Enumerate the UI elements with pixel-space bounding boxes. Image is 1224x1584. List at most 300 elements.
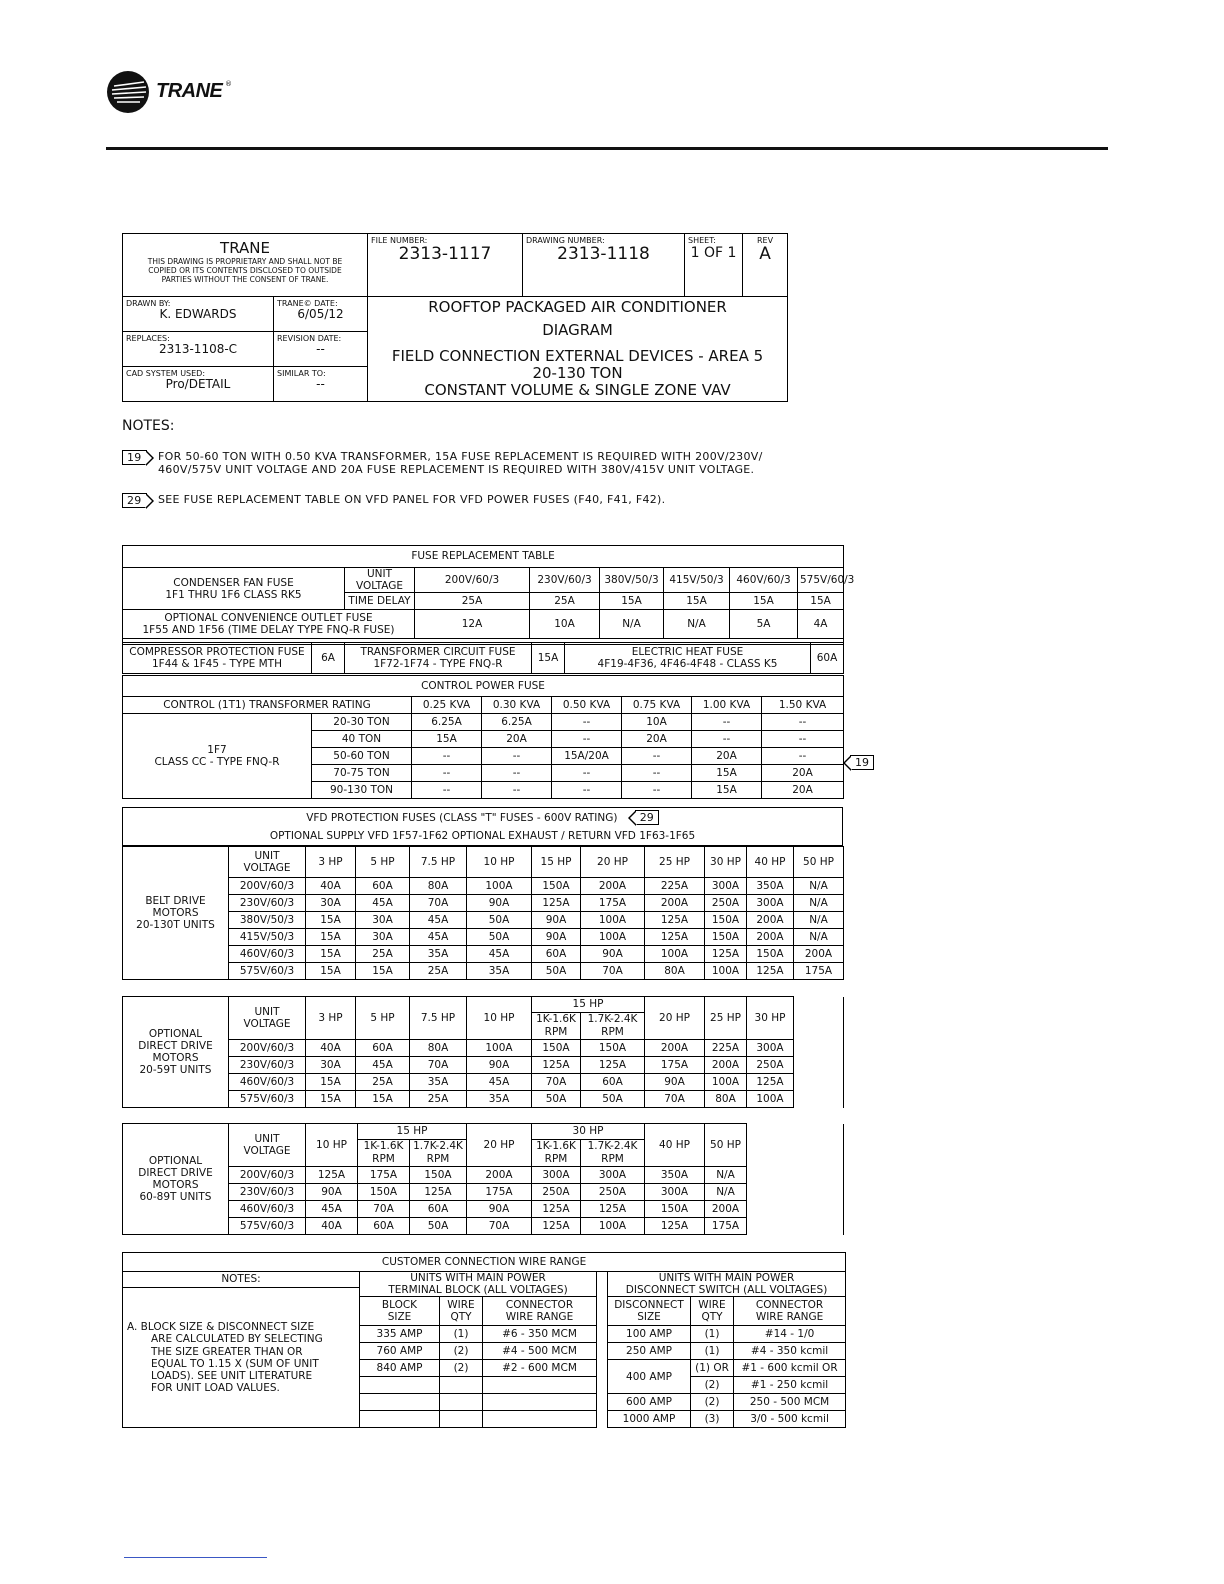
ton-1-3: 20A: [622, 731, 692, 748]
f7-line1: 1F7: [207, 743, 227, 756]
vfd-header: [122, 807, 843, 846]
belt-val: 80A: [410, 878, 467, 895]
tb-connector: [483, 1297, 597, 1326]
ds-cell: #1 - 600 kcmil OR: [734, 1360, 846, 1377]
belt-val: 150A: [532, 878, 581, 895]
tb-cell: 840 AMP: [360, 1360, 440, 1377]
dd1-label-0: OPTIONAL: [148, 1027, 203, 1040]
dd1-val: 200A: [705, 1057, 747, 1074]
unit-voltage-label: UNIT VOLTAGE: [345, 568, 415, 593]
belt-row: [123, 946, 844, 963]
belt-hp-8: 40 HP: [747, 847, 794, 878]
tb-sheet-label: SHEET:: [688, 236, 716, 245]
tb-hdr2: TERMINAL BLOCK (ALL VOLTAGES): [388, 1284, 568, 1297]
time-delay-4: 15A: [730, 593, 798, 610]
dd2-uv: [229, 1124, 306, 1167]
tb-cell: #4 - 500 MCM: [483, 1343, 597, 1360]
tb-title: [368, 297, 788, 402]
conv-0: 12A: [415, 610, 530, 639]
dd1-val: 15A: [356, 1091, 410, 1108]
tb-cell: 760 AMP: [360, 1343, 440, 1360]
belt-val: 100A: [705, 963, 747, 980]
tb-connector-1: CONNECTOR: [505, 1299, 574, 1312]
belt-val: 100A: [467, 878, 532, 895]
belt-row: [123, 895, 844, 912]
conv-outlet-label: [123, 610, 415, 639]
ton-2-0: --: [412, 748, 482, 765]
dd1-uv-2: VOLTAGE: [243, 1018, 291, 1030]
belt-hp-6: 25 HP: [645, 847, 705, 878]
dd1-val: 100A: [467, 1040, 532, 1057]
fuse-volt-1: 230V/60/3: [530, 568, 600, 593]
tb-revision-date-value: --: [316, 342, 325, 357]
tb-cell-empty: [360, 1377, 440, 1394]
dd1-val: 50A: [532, 1091, 581, 1108]
ton-2-3: --: [622, 748, 692, 765]
trane-logo-mark: [106, 70, 150, 114]
dd2-rpm3a: 1K-1.6K: [532, 1140, 581, 1154]
dd2-label-1: DIRECT DRIVE: [138, 1166, 213, 1179]
dd2-val: 70A: [358, 1201, 410, 1218]
belt-v: 380V/50/3: [229, 912, 306, 929]
ds-cell: #14 - 1/0: [734, 1326, 846, 1343]
dd2-val: 40A: [306, 1218, 358, 1235]
dd2-rpm4a: 1.7K-2.4K: [581, 1140, 645, 1154]
dd2-row: [123, 1184, 844, 1201]
dd1-val: 80A: [410, 1040, 467, 1057]
ds-cell: (1): [691, 1343, 734, 1360]
tb-wire-qty-1: WIRE: [447, 1299, 475, 1312]
dd2-val: 350A: [645, 1167, 705, 1184]
dd1-hp-3: 10 HP: [467, 997, 532, 1040]
ton-row-0-label: 20-30 TON: [312, 714, 412, 731]
belt-val: 90A: [581, 946, 645, 963]
ds-connector: [734, 1297, 846, 1326]
dd2-label-3: 60-89T UNITS: [139, 1191, 212, 1204]
tb-drawing-number-value: 2313-1118: [557, 244, 650, 265]
dd1-val: 125A: [532, 1057, 581, 1074]
tb-date: [274, 297, 368, 332]
belt-val: 35A: [467, 963, 532, 980]
dd1-rpm1b: RPM: [532, 1026, 581, 1040]
dd1-blank: [794, 997, 844, 1108]
dd2-rpm2a: 1.7K-2.4K: [410, 1140, 467, 1154]
ton-row-4-label: 90-130 TON: [312, 782, 412, 799]
belt-val: 60A: [532, 946, 581, 963]
time-delay-2: 15A: [600, 593, 664, 610]
note-29-line1: SEE FUSE REPLACEMENT TABLE ON VFD PANEL FOR VFD POWER FUSES (F40, F41, F42).: [158, 493, 666, 506]
tb-sheet: [685, 234, 743, 297]
belt-val: 300A: [705, 878, 747, 895]
belt-val: N/A: [794, 929, 844, 946]
dd2-val: 300A: [581, 1167, 645, 1184]
fuse-table-upper: [122, 545, 855, 645]
note-a: [123, 1288, 360, 1428]
note-a-0: A. BLOCK SIZE & DISCONNECT SIZE: [127, 1321, 315, 1334]
dd1-hp-b1: 25 HP: [705, 997, 747, 1040]
dd1-val: 70A: [410, 1057, 467, 1074]
dd1-val: 35A: [467, 1091, 532, 1108]
ton-2-4: 20A: [692, 748, 762, 765]
dd2-val: 200A: [705, 1201, 747, 1218]
dd-60-89-table: [122, 1123, 844, 1235]
belt-val: 125A: [645, 912, 705, 929]
elec-val: 60A: [811, 643, 844, 674]
tb-file-number: [368, 234, 523, 297]
dd2-val: 175A: [358, 1167, 410, 1184]
title-block: [122, 233, 788, 402]
belt-row: [123, 929, 844, 946]
fuse-table-protection: [122, 642, 844, 674]
dd1-hp-0: 3 HP: [306, 997, 356, 1040]
belt-row: [123, 912, 844, 929]
comp-line1: COMPRESSOR PROTECTION FUSE: [129, 645, 305, 658]
belt-val: 200A: [645, 895, 705, 912]
trane-logo: [106, 70, 236, 114]
ton-3-3: --: [622, 765, 692, 782]
ds-cell: (2): [691, 1377, 734, 1394]
tb-date-value: 6/05/12: [297, 307, 344, 322]
ds-cell: (1): [691, 1326, 734, 1343]
dd1-rpm1a: 1K-1.6K: [532, 1013, 581, 1027]
ds-wire-qty-1: WIRE: [698, 1299, 726, 1312]
vfd-sub: OPTIONAL SUPPLY VFD 1F57-1F62 OPTIONAL EXHAUST / RETURN VFD 1F63-1F65: [123, 827, 843, 846]
tb-cell-empty: [360, 1411, 440, 1428]
dd1-rpm2a: 1.7K-2.4K: [581, 1013, 645, 1027]
dd2-rpm2b: RPM: [410, 1153, 467, 1167]
ton-4-0: --: [412, 782, 482, 799]
belt-val: 30A: [356, 912, 410, 929]
ton-3-4: 15A: [692, 765, 762, 782]
dd1-val: 200A: [645, 1040, 705, 1057]
dd2-blank: [747, 1124, 844, 1235]
dd1-val: 70A: [532, 1074, 581, 1091]
belt-val: 125A: [645, 929, 705, 946]
trans-label: [345, 643, 532, 674]
ton-0-5: --: [762, 714, 844, 731]
belt-hp-5: 20 HP: [581, 847, 645, 878]
ton-2-1: --: [482, 748, 552, 765]
tb-wire-qty-2: QTY: [450, 1311, 472, 1324]
belt-val: 45A: [410, 912, 467, 929]
ton-3-5: 20A: [762, 765, 844, 782]
dd1-val: 25A: [410, 1091, 467, 1108]
dd1-v: 230V/60/3: [229, 1057, 306, 1074]
dd1-val: 70A: [645, 1091, 705, 1108]
vfd-tag-29: 29: [635, 810, 659, 825]
time-delay-1: 25A: [530, 593, 600, 610]
dd2-hp50: 50 HP: [705, 1124, 747, 1167]
dd1-val: 125A: [747, 1074, 794, 1091]
ton-3-1: --: [482, 765, 552, 782]
belt-val: 15A: [356, 963, 410, 980]
ton-4-1: --: [482, 782, 552, 799]
belt-val: 15A: [306, 946, 356, 963]
tb-hdr1: UNITS WITH MAIN POWER: [410, 1272, 546, 1284]
note-29-tag: 29: [122, 493, 147, 508]
belt-val: 125A: [705, 946, 747, 963]
dd1-val: 40A: [306, 1040, 356, 1057]
ton-1-4: --: [692, 731, 762, 748]
dd2-val: 300A: [645, 1184, 705, 1201]
tb-rev-value: A: [759, 244, 771, 265]
kva-4: 1.00 KVA: [692, 697, 762, 714]
dd1-val: 225A: [705, 1040, 747, 1057]
time-delay-0: 25A: [415, 593, 530, 610]
dd1-val: 60A: [581, 1074, 645, 1091]
comp-val: 6A: [312, 643, 345, 674]
dd2-val: 125A: [532, 1218, 581, 1235]
dd2-rpm4b: RPM: [581, 1153, 645, 1167]
tb-cell-empty: [440, 1377, 483, 1394]
tb-rev-label: REV: [756, 236, 774, 245]
tb-file-number-value: 2313-1117: [398, 244, 492, 265]
belt-val: 70A: [410, 895, 467, 912]
belt-row: [123, 878, 844, 895]
trane-reg: ®: [225, 80, 232, 88]
elec-line1: ELECTRIC HEAT FUSE: [631, 645, 744, 658]
dd2-val: 50A: [410, 1218, 467, 1235]
conv-3: N/A: [664, 610, 730, 639]
ton-4-3: --: [622, 782, 692, 799]
belt-val: 100A: [581, 912, 645, 929]
tb-title-line3: FIELD CONNECTION EXTERNAL DEVICES - AREA 5: [391, 346, 764, 365]
belt-val: 150A: [705, 929, 747, 946]
ds-cell: 250 AMP: [608, 1343, 691, 1360]
dd2-label: [123, 1124, 229, 1235]
dd1-hp15: 15 HP: [532, 997, 645, 1013]
dd2-val: 125A: [645, 1218, 705, 1235]
dd2-val: 250A: [532, 1184, 581, 1201]
dd2-uv-1: UNIT: [254, 1132, 280, 1145]
dd2-val: 250A: [581, 1184, 645, 1201]
belt-val: 80A: [645, 963, 705, 980]
belt-hp-1: 5 HP: [356, 847, 410, 878]
kva-2: 0.50 KVA: [552, 697, 622, 714]
belt-val: 150A: [705, 912, 747, 929]
ton-4-4: 15A: [692, 782, 762, 799]
ds-cell: 250 - 500 MCM: [734, 1394, 846, 1411]
tb-wire-qty: [440, 1297, 483, 1326]
elec-line2: 4F19-4F36, 4F46-4F48 - CLASS K5: [597, 658, 778, 670]
tb-revision-date: [274, 332, 368, 367]
belt-val: 350A: [747, 878, 794, 895]
belt-val: 125A: [532, 895, 581, 912]
belt-val: 30A: [306, 895, 356, 912]
tb-rev: [743, 234, 788, 297]
dd1-val: 35A: [410, 1074, 467, 1091]
belt-val: N/A: [794, 912, 844, 929]
ton-3-0: --: [412, 765, 482, 782]
belt-hp-0: 3 HP: [306, 847, 356, 878]
dd1-rpm2b: RPM: [581, 1026, 645, 1040]
tb-similar-label: SIMILAR TO:: [277, 369, 326, 379]
kva-5: 1.50 KVA: [762, 697, 844, 714]
belt-val: 15A: [306, 912, 356, 929]
tb-block-size: [360, 1297, 440, 1326]
belt-val: 45A: [410, 929, 467, 946]
belt-val: 40A: [306, 878, 356, 895]
wire-range-table: [122, 1252, 846, 1428]
side-tag-19: 19: [850, 755, 874, 770]
ton-0-3: 10A: [622, 714, 692, 731]
ds-hdr2: DISCONNECT SWITCH (ALL VOLTAGES): [625, 1284, 828, 1297]
fuse-volt-4: 460V/60/3: [730, 568, 798, 593]
dd2-val: 175A: [705, 1218, 747, 1235]
dd2-val: 125A: [410, 1184, 467, 1201]
ds-wire-qty-2: QTY: [701, 1311, 723, 1324]
belt-val: 25A: [356, 946, 410, 963]
belt-val: 200A: [794, 946, 844, 963]
dd1-val: 175A: [645, 1057, 705, 1074]
dd2-val: 90A: [467, 1201, 532, 1218]
dd2-val: 60A: [410, 1201, 467, 1218]
dd1-v: 200V/60/3: [229, 1040, 306, 1057]
note-19-line1: FOR 50-60 TON WITH 0.50 KVA TRANSFORMER, 15A FUSE REPLACEMENT IS REQUIRED WITH 200V/230V/: [158, 450, 763, 463]
dd2-val: 150A: [410, 1167, 467, 1184]
ton-2-5: --: [762, 748, 844, 765]
note-29: [122, 493, 666, 508]
tb-connector-2: WIRE RANGE: [505, 1311, 574, 1324]
belt-label: [123, 847, 229, 980]
tb-replaces-label: REPLACES:: [126, 334, 170, 344]
dd2-v: 200V/60/3: [229, 1167, 306, 1184]
dd1-val: 45A: [467, 1074, 532, 1091]
dd1-val: 50A: [581, 1091, 645, 1108]
belt-val: 200A: [581, 878, 645, 895]
dd1-label: [123, 997, 229, 1108]
dd2-val: 60A: [358, 1218, 410, 1235]
tb-header: [360, 1272, 597, 1297]
tb-drawing-number-label: DRAWING NUMBER:: [526, 236, 605, 245]
kva-1: 0.30 KVA: [482, 697, 552, 714]
ctrl-rating-label: CONTROL (1T1) TRANSFORMER RATING: [123, 697, 412, 714]
control-power-table: [122, 675, 844, 799]
tb-similar: [274, 367, 368, 402]
dd1-row: [123, 1040, 844, 1057]
note-19-tag: 19: [122, 450, 147, 465]
dd2-val: 100A: [581, 1218, 645, 1235]
cond-fan-line1: CONDENSER FAN FUSE: [173, 576, 294, 589]
footer-link-rule: [124, 1557, 267, 1558]
dd1-hp-1: 5 HP: [356, 997, 410, 1040]
belt-val: 300A: [747, 895, 794, 912]
belt-val: 200A: [747, 929, 794, 946]
ton-1-0: 15A: [412, 731, 482, 748]
ton-1-1: 20A: [482, 731, 552, 748]
ton-0-2: --: [552, 714, 622, 731]
dd1-val: 150A: [532, 1040, 581, 1057]
dd1-label-3: 20-59T UNITS: [139, 1064, 212, 1077]
belt-val: 175A: [794, 963, 844, 980]
dd1-val: 30A: [306, 1057, 356, 1074]
note-19: [122, 450, 763, 476]
wire-title: CUSTOMER CONNECTION WIRE RANGE: [123, 1253, 846, 1272]
note-a-1: ARE CALCULATED BY SELECTING: [151, 1333, 323, 1346]
ton-4-2: --: [552, 782, 622, 799]
belt-val: N/A: [794, 878, 844, 895]
dd1-val: 25A: [356, 1074, 410, 1091]
dd1-val: 80A: [705, 1091, 747, 1108]
ton-1-5: --: [762, 731, 844, 748]
tb-cell: (1): [440, 1326, 483, 1343]
dd2-hp20: 20 HP: [467, 1124, 532, 1167]
tb-cell-empty: [483, 1377, 597, 1394]
wire-divider: [597, 1272, 608, 1428]
tb-cell: #6 - 350 MCM: [483, 1326, 597, 1343]
ds-cell: (2): [691, 1394, 734, 1411]
ds-cell: #4 - 350 kcmil: [734, 1343, 846, 1360]
time-delay-5: 15A: [798, 593, 844, 610]
conv-4: 5A: [730, 610, 798, 639]
belt-hp-9: 50 HP: [794, 847, 844, 878]
kva-0: 0.25 KVA: [412, 697, 482, 714]
dd1-uv: [229, 997, 306, 1040]
dd2-v: 575V/60/3: [229, 1218, 306, 1235]
cond-fan-label: [123, 568, 345, 610]
dd-20-59-table: [122, 996, 844, 1108]
dd2-val: 125A: [532, 1201, 581, 1218]
ds-hdr1: UNITS WITH MAIN POWER: [658, 1272, 795, 1284]
f7-line2: CLASS CC - TYPE FNQ-R: [154, 756, 280, 768]
tb-sheet-value: 1 OF 1: [690, 245, 737, 262]
tb-cell-empty: [360, 1394, 440, 1411]
ton-row-2-label: 50-60 TON: [312, 748, 412, 765]
dd2-val: 200A: [467, 1167, 532, 1184]
conv-5: 4A: [798, 610, 844, 639]
conv-2: N/A: [600, 610, 664, 639]
belt-val: 90A: [467, 895, 532, 912]
notes-heading: NOTES:: [122, 418, 175, 434]
dd2-hp30: 30 HP: [532, 1124, 645, 1140]
belt-val: 50A: [467, 912, 532, 929]
dd2-row: [123, 1218, 844, 1235]
dd1-val: 15A: [306, 1074, 356, 1091]
dd2-val: 175A: [467, 1184, 532, 1201]
tb-drawn-by-value: K. EDWARDS: [159, 307, 237, 322]
dd2-val: 300A: [532, 1167, 581, 1184]
dd2-v: 230V/60/3: [229, 1184, 306, 1201]
dd2-val: N/A: [705, 1167, 747, 1184]
ds-cell: 100 AMP: [608, 1326, 691, 1343]
dd2-hp15: 15 HP: [358, 1124, 467, 1140]
note-19-line2: 460V/575V UNIT VOLTAGE AND 20A FUSE REPLACEMENT IS REQUIRED WITH 380V/415V UNIT VOLTAGE.: [158, 463, 755, 476]
dd1-hp-2: 7.5 HP: [410, 997, 467, 1040]
belt-hp-3: 10 HP: [467, 847, 532, 878]
note-a-5: FOR UNIT LOAD VALUES.: [151, 1381, 280, 1394]
dd2-val: 150A: [358, 1184, 410, 1201]
belt-val: 150A: [747, 946, 794, 963]
dd2-val: 150A: [645, 1201, 705, 1218]
ds-disc-size-2: SIZE: [637, 1311, 661, 1324]
trans-line2: 1F72-1F74 - TYPE FNQ-R: [373, 658, 503, 670]
conv-1: 10A: [530, 610, 600, 639]
ds-cell: (3): [691, 1411, 734, 1428]
tb-cad-label: CAD SYSTEM USED:: [126, 369, 206, 379]
ds-cell: 3/0 - 500 kcmil: [734, 1411, 846, 1428]
belt-hp-7: 30 HP: [705, 847, 747, 878]
ds-wire-qty: [691, 1297, 734, 1326]
dd2-v: 460V/60/3: [229, 1201, 306, 1218]
dd1-val: 45A: [356, 1057, 410, 1074]
dd1-val: 125A: [581, 1057, 645, 1074]
belt-val: 125A: [747, 963, 794, 980]
comp-label: [123, 643, 312, 674]
tb-cell-empty: [483, 1411, 597, 1428]
belt-uv-2: VOLTAGE: [243, 862, 291, 874]
ton-1-2: --: [552, 731, 622, 748]
tb-cell-empty: [483, 1394, 597, 1411]
